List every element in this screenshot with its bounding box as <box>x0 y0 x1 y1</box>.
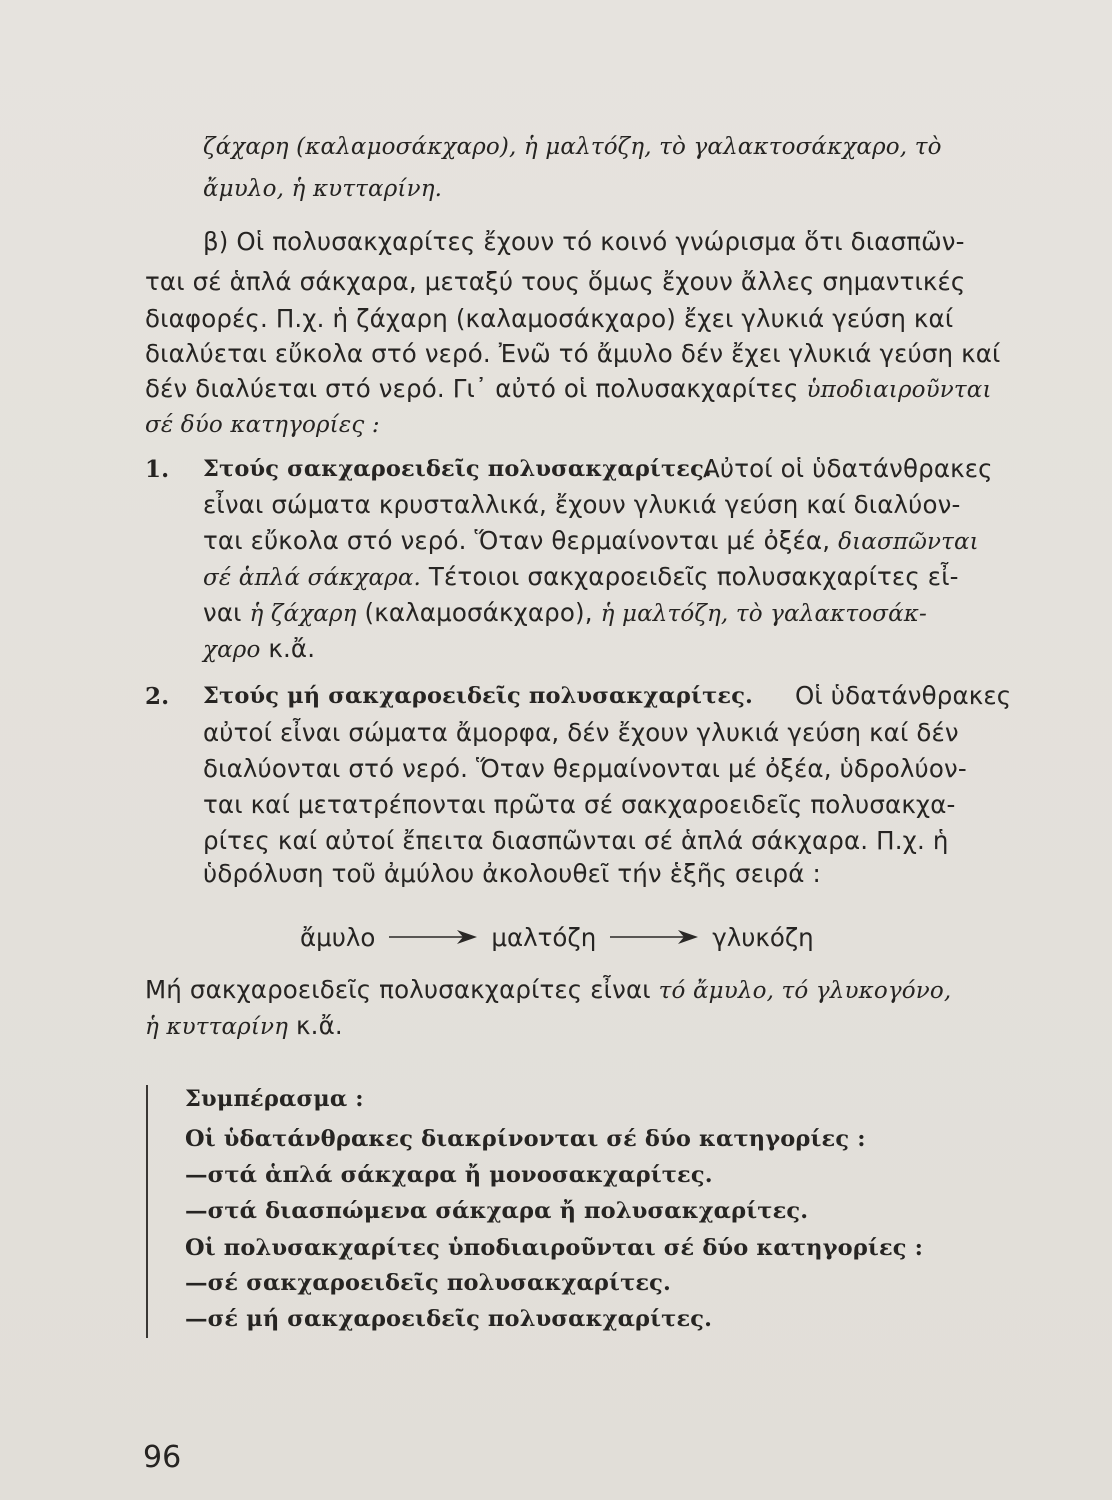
conclusion-line <box>185 1158 713 1192</box>
para-b-line-1 <box>203 225 965 259</box>
para-b-line-6-text: σέ δύο κατηγορίες : <box>145 412 380 438</box>
item-1-line-3-italic: διασπῶνται <box>838 529 979 555</box>
page-number: 96 <box>143 1440 182 1475</box>
non-sugar-line-2 <box>145 1009 343 1044</box>
item-2-number: 2. <box>145 683 170 710</box>
non-sugar-line-2-plain: κ.ἄ. <box>296 1011 343 1040</box>
conclusion-line-text: —σέ μή σακχαροειδεῖς πολυσακχαρίτες. <box>185 1306 713 1332</box>
para-b-line-2-text: ται σέ ἁπλά σάκχαρα, μεταξύ τους ὅμως ἔχουν ἄλλες σημαντικές <box>145 267 966 296</box>
item-1-line-2-text: εἶναι σώματα κρυσταλλικά, ἔχουν γλυκιά γεύση καί διαλύον- <box>203 490 961 519</box>
item-2-line-2 <box>203 716 959 750</box>
item-2-line-1-rest: Οἱ ὑδατάνθρακες <box>795 681 1012 710</box>
conclusion-line-text: Οἱ πολυσακχαρίτες ὑποδιαιροῦνται σέ δύο κατηγορίες : <box>185 1235 924 1261</box>
para-b-line-3 <box>145 302 953 336</box>
chain-glucose: γλυκόζη <box>712 922 814 952</box>
item-2-line-3-text: διαλύονται στό νερό. Ὅταν θερμαίνονται μέ ὀξέα, ὑδρολύον- <box>203 754 967 783</box>
conclusion-line <box>185 1122 866 1156</box>
item-2-line-4-text: ται καί μετατρέπονται πρῶτα σέ σακχαροειδεῖς πολυσακχα- <box>203 790 956 819</box>
item-2-line-1 <box>145 679 1012 714</box>
item-2-line-2-text: αὐτοί εἶναι σώματα ἄμορφα, δέν ἔχουν γλυκιά γεύση καί δέν <box>203 718 959 747</box>
item-1-line-6-italic: χαρο <box>203 637 261 663</box>
para-b-line-2 <box>145 265 965 299</box>
item-1-line-6-plain: κ.ἄ. <box>268 634 316 663</box>
item-1-line-4-italic: σέ ἁπλά σάκχαρα. <box>203 565 421 591</box>
item-1-line-5 <box>203 596 927 631</box>
item-1-line-3 <box>203 524 979 559</box>
item-1-line-4-plain: Τέτοιοι σακχαροειδεῖς πολυσακχαρίτες εἶ- <box>428 562 959 591</box>
item-2-line-5 <box>203 824 949 858</box>
item-1-line-3-plain: ται εὔκολα στό νερό. Ὅταν θερμαίνονται μέ ὀξέα, <box>203 526 831 555</box>
arrow-right-icon <box>608 927 700 947</box>
para-b-line-4-text: διαλύεται εὔκολα στό νερό. Ἐνῶ τό ἄμυλο δέν ἔχει γλυκιά γεύση καί <box>145 339 1001 368</box>
item-1-number: 1. <box>145 456 170 483</box>
chain-starch: ἄμυλο <box>300 922 376 952</box>
item-1-line-1 <box>145 452 993 487</box>
opening-line-2-text: ἄμυλο, ἡ κυτταρίνη. <box>203 176 443 202</box>
para-b-line-4 <box>145 337 1001 371</box>
item-2-line-3 <box>203 752 967 786</box>
item-1-line-4 <box>203 560 959 595</box>
conclusion-line <box>185 1231 923 1265</box>
conclusion-line <box>185 1302 712 1336</box>
item-1-line-1-rest: Αὐτοί οἱ ὑδατάνθρακες <box>703 454 993 483</box>
opening-line-1 <box>203 130 942 164</box>
conclusion-line-text: —στά διασπώμενα σάκχαρα ἤ πολυσακχαρίτες. <box>185 1198 809 1224</box>
para-b-line-5 <box>145 372 992 407</box>
conclusion-line-text: —στά ἁπλά σάκχαρα ἤ μονοσακχαρίτες. <box>185 1162 713 1188</box>
conclusion-rule <box>146 1085 148 1338</box>
item-2-line-5-text: ρίτες καί αὐτοί ἔπειτα διασπῶνται σέ ἁπλά σάκχαρα. Π.χ. ἡ <box>203 826 949 855</box>
item-2-heading: Στούς μή σακχαροειδεῖς πολυσακχαρίτες. <box>203 683 754 709</box>
item-1-line-5-c: (καλαμοσάκχαρο), <box>364 598 593 627</box>
para-b-line-3-text: διαφορές. Π.χ. ἡ ζάχαρη (καλαμοσάκχαρο) ἔχει γλυκιά γεύση καί <box>145 304 954 333</box>
item-2-line-6 <box>203 857 821 891</box>
conclusion-title <box>185 1082 364 1116</box>
non-sugar-line-2-italic: ἡ κυτταρίνη <box>145 1014 289 1040</box>
para-b-line-5-italic: ὑποδιαιροῦνται <box>806 377 992 403</box>
opening-line-1-text: ζάχαρη (καλαμοσάκχαρο), ἡ μαλτόζη, τὸ γαλακτοσάκχαρο, τὸ <box>203 134 942 160</box>
item-1-line-5-a: ναι <box>203 598 242 627</box>
item-2-line-6-text: ὑδρόλυση τοῦ ἀμύλου ἀκολουθεῖ τήν ἑξῆς σειρά : <box>203 859 821 888</box>
non-sugar-line-1-italic: τό ἄμυλο, τό γλυκογόνο, <box>658 978 952 1004</box>
hydrolysis-chain <box>300 920 814 954</box>
conclusion-line-text: —σέ σακχαροειδεῖς πολυσακχαρίτες. <box>185 1270 672 1296</box>
item-1-line-6 <box>203 632 315 667</box>
conclusion-line <box>185 1194 808 1228</box>
item-1-line-5-b: ἡ ζάχαρη <box>249 601 357 627</box>
para-b-line-6 <box>145 408 380 442</box>
non-sugar-line-1-plain: Μή σακχαροειδεῖς πολυσακχαρίτες εἶναι <box>145 975 651 1004</box>
arrow-right-icon <box>387 927 479 947</box>
para-b-line-5-plain: δέν διαλύεται στό νερό. Γι᾿ αὐτό οἱ πολυσακχαρίτες <box>145 374 799 403</box>
conclusion-line-text: Οἱ ὑδατάνθρακες διακρίνονται σέ δύο κατηγορίες : <box>185 1126 866 1152</box>
conclusion-title-text: Συμπέρασμα : <box>185 1086 364 1112</box>
item-1-line-2 <box>203 488 960 522</box>
opening-line-2 <box>203 172 442 206</box>
conclusion-line <box>185 1266 671 1300</box>
chain-maltose: μαλτόζη <box>491 922 597 952</box>
non-sugar-line-1 <box>145 973 951 1008</box>
item-1-line-5-d: ἡ μαλτόζη, τὸ γαλακτοσάκ- <box>600 601 927 627</box>
para-b-line-1-text: β) Οἱ πολυσακχαρίτες ἔχουν τό κοινό γνώρισμα ὅτι διασπῶν- <box>203 227 965 256</box>
item-2-line-4 <box>203 788 956 822</box>
item-1-heading: Στούς σακχαροειδεῖς πολυσακχαρίτες. <box>203 456 712 482</box>
